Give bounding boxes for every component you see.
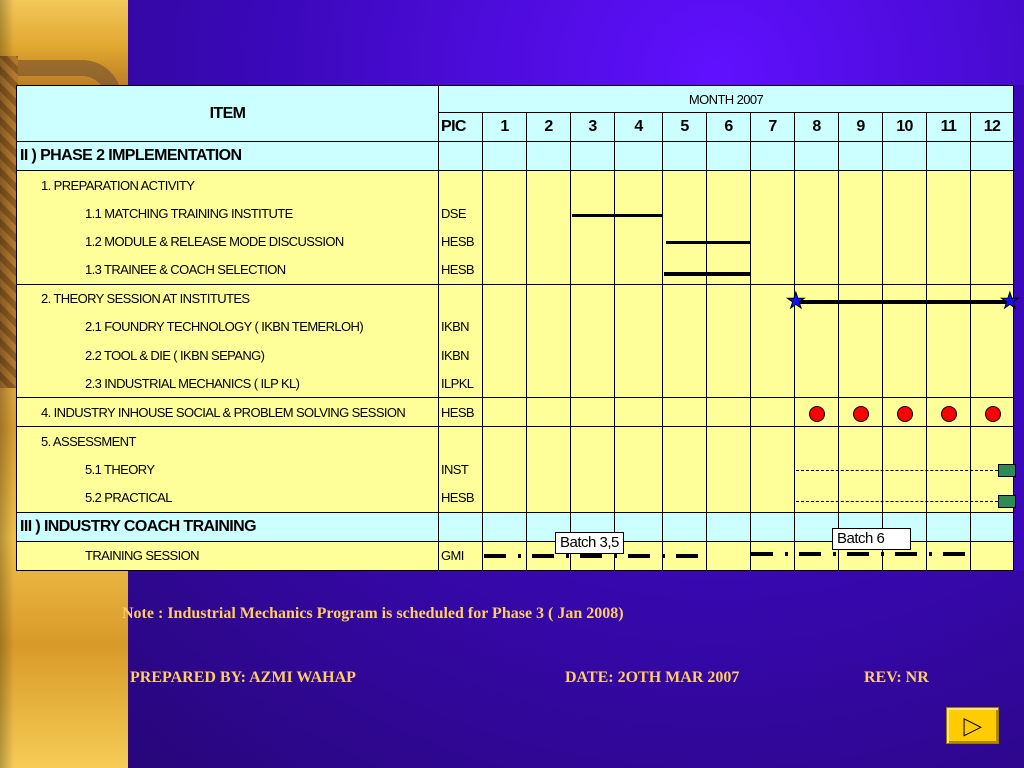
schedule-cell [663,313,707,341]
schedule-cell [483,171,527,200]
schedule-cell [751,171,795,200]
schedule-cell [571,256,615,285]
schedule-cell [971,228,1014,256]
schedule-cell [795,341,839,369]
schedule-cell [971,541,1014,570]
schedule-cell [751,369,795,398]
schedule-cell [615,284,663,313]
item-column-header: ITEM [17,86,439,142]
schedule-cell [795,228,839,256]
schedule-cell [751,455,795,483]
schedule-cell [527,455,571,483]
gantt-schedule-table [16,85,1014,571]
item-label: 5.1 THEORY [17,455,439,483]
revision-label: REV: NR [864,669,929,686]
schedule-cell [927,171,971,200]
schedule-cell [707,427,751,456]
month-header-1: 1 [483,113,527,142]
event-circle-icon [809,406,825,422]
schedule-cell [839,199,883,227]
bar-module-release-discussion [666,241,751,244]
schedule-cell [883,341,927,369]
schedule-cell [971,341,1014,369]
item-label: 1.3 TRAINEE & COACH SELECTION [17,256,439,285]
schedule-cell [527,228,571,256]
table-row [17,341,1014,369]
schedule-cell [751,313,795,341]
schedule-cell [527,171,571,200]
schedule-cell [927,341,971,369]
table-row [17,256,1014,285]
practical-assessment-line [796,501,998,502]
schedule-cell [795,427,839,456]
schedule-cell [527,256,571,285]
schedule-cell [663,256,707,285]
schedule-cell [527,484,571,513]
month-header-9: 9 [839,113,883,142]
schedule-cell [663,199,707,227]
schedule-cell [483,142,527,171]
schedule-cell [883,256,927,285]
event-circle-icon [985,406,1001,422]
schedule-cell [527,142,571,171]
schedule-cell [927,427,971,456]
month-header-7: 7 [751,113,795,142]
schedule-cell [839,142,883,171]
schedule-cell [795,369,839,398]
schedule-cell [883,484,927,513]
schedule-cell [615,313,663,341]
schedule-cell [751,484,795,513]
schedule-cell [795,142,839,171]
schedule-cell [927,484,971,513]
pic-cell: DSE [439,199,483,227]
schedule-cell [483,398,527,427]
schedule-cell [571,228,615,256]
schedule-cell [707,142,751,171]
month-header-6: 6 [707,113,751,142]
item-label: 4. INDUSTRY INHOUSE SOCIAL & PROBLEM SOLVING SESSION [17,398,439,427]
table-row [17,199,1014,227]
schedule-cell [751,256,795,285]
schedule-cell [751,142,795,171]
schedule-cell [971,171,1014,200]
training-session-bar-a [484,554,706,558]
schedule-cell [571,427,615,456]
month-header-4: 4 [615,113,663,142]
milestone-star-icon: ★ [786,288,806,313]
batch-label-b: Batch 6 [832,528,911,550]
schedule-cell [707,284,751,313]
schedule-cell [663,512,707,541]
item-label: TRAINING SESSION [17,541,439,570]
pic-cell [439,171,483,200]
schedule-cell [663,171,707,200]
schedule-cell [663,455,707,483]
schedule-cell [527,341,571,369]
pic-cell [439,512,483,541]
schedule-cell [571,398,615,427]
schedule-cell [971,313,1014,341]
schedule-cell [795,256,839,285]
schedule-cell [615,369,663,398]
theory-assessment-marker [998,464,1016,477]
schedule-cell [795,313,839,341]
pic-cell: HESB [439,256,483,285]
schedule-cell [971,256,1014,285]
pic-cell: HESB [439,398,483,427]
schedule-cell [707,484,751,513]
schedule-cell [883,142,927,171]
month-header: MONTH 2007 [439,86,1014,113]
schedule-cell [663,341,707,369]
schedule-cell [751,341,795,369]
bar-theory-session [797,300,1009,304]
prepared-by: PREPARED BY: AZMI WAHAP [130,669,356,686]
month-header-10: 10 [883,113,927,142]
month-header-12: 12 [971,113,1014,142]
schedule-cell [883,427,927,456]
schedule-cell [971,142,1014,171]
schedule-cell [795,171,839,200]
item-label: 2.3 INDUSTRIAL MECHANICS ( ILP KL) [17,369,439,398]
schedule-cell [615,256,663,285]
schedule-cell [663,284,707,313]
schedule-cell [707,541,751,570]
schedule-cell [483,341,527,369]
schedule-note: Note : Industrial Mechanics Program is scheduled for Phase 3 ( Jan 2008) [122,605,624,622]
pic-cell [439,142,483,171]
schedule-cell [927,369,971,398]
month-header-5: 5 [663,113,707,142]
milestone-star-icon: ★ [1000,288,1020,313]
schedule-cell [971,427,1014,456]
schedule-cell [663,398,707,427]
schedule-cell [707,256,751,285]
schedule-cell [883,171,927,200]
event-circle-icon [853,406,869,422]
schedule-cell [927,142,971,171]
schedule-cell [527,369,571,398]
schedule-cell [795,484,839,513]
schedule-cell [839,369,883,398]
schedule-cell [615,484,663,513]
month-header-3: 3 [571,113,615,142]
schedule-cell [615,228,663,256]
schedule-cell [483,369,527,398]
schedule-cell [751,512,795,541]
schedule-cell [483,484,527,513]
schedule-cell [707,171,751,200]
schedule-cell [483,455,527,483]
schedule-cell [839,284,883,313]
schedule-cell [751,228,795,256]
schedule-cell [571,284,615,313]
schedule-cell [707,398,751,427]
batch-label-a: Batch 3,5 [555,532,624,554]
schedule-cell [707,199,751,227]
schedule-cell [483,313,527,341]
schedule-cell [751,398,795,427]
schedule-cell [527,313,571,341]
schedule-cell [483,199,527,227]
item-label: 5.2 PRACTICAL [17,484,439,513]
schedule-cell [839,313,883,341]
schedule-cell [971,369,1014,398]
pic-cell [439,284,483,313]
table-row [17,284,1014,313]
bar-trainee-coach-selection [664,272,751,276]
pic-cell: HESB [439,484,483,513]
schedule-cell [883,369,927,398]
next-slide-button[interactable] [946,707,999,744]
phase-heading: II ) PHASE 2 IMPLEMENTATION [17,142,439,171]
schedule-cell [971,199,1014,227]
schedule-cell [615,341,663,369]
event-circle-icon [941,406,957,422]
schedule-cell [663,142,707,171]
schedule-cell [483,284,527,313]
pic-cell: IKBN [439,341,483,369]
table-row [17,484,1014,513]
schedule-cell [527,398,571,427]
pic-cell [439,427,483,456]
table-row [17,142,1014,171]
schedule-cell [615,455,663,483]
table-row [17,369,1014,398]
schedule-cell [527,199,571,227]
schedule-cell [707,341,751,369]
schedule-cell [483,512,527,541]
schedule-cell [927,512,971,541]
event-circle-icon [897,406,913,422]
schedule-cell [927,228,971,256]
schedule-cell [483,228,527,256]
theory-assessment-line [796,470,998,471]
pic-column-header: PIC [439,113,483,142]
pic-cell: ILPKL [439,369,483,398]
schedule-cell [615,142,663,171]
date-label: DATE: 2OTH MAR 2007 [565,669,740,686]
play-triangle-icon: ▶ [964,712,981,738]
schedule-cell [707,512,751,541]
schedule-cell [615,398,663,427]
table-row [17,313,1014,341]
schedule-cell [707,369,751,398]
schedule-cell [571,142,615,171]
schedule-cell [883,284,927,313]
schedule-cell [883,313,927,341]
item-label: 1. PREPARATION ACTIVITY [17,171,439,200]
schedule-cell [571,455,615,483]
month-header-8: 8 [795,113,839,142]
item-label: 2. THEORY SESSION AT INSTITUTES [17,284,439,313]
schedule-cell [839,484,883,513]
schedule-cell [663,369,707,398]
schedule-cell [571,341,615,369]
schedule-cell [795,199,839,227]
schedule-cell [751,199,795,227]
schedule-cell [527,427,571,456]
bar-matching-training-institute [572,214,663,217]
schedule-cell [883,199,927,227]
schedule-cell [839,427,883,456]
schedule-cell [927,256,971,285]
item-label: 5. ASSESSMENT [17,427,439,456]
schedule-cell [707,455,751,483]
schedule-cell [927,313,971,341]
schedule-cell [483,427,527,456]
month-header-2: 2 [527,113,571,142]
training-session-bar-b [751,552,971,556]
phase-heading: III ) INDUSTRY COACH TRAINING [17,512,439,541]
schedule-cell [927,284,971,313]
table-row [17,171,1014,200]
schedule-cell [839,341,883,369]
schedule-cell [839,171,883,200]
schedule-cell [663,484,707,513]
schedule-cell [707,313,751,341]
table-row [17,228,1014,256]
schedule-cell [663,427,707,456]
practical-assessment-marker [998,495,1016,508]
table-row [17,427,1014,456]
schedule-cell [571,171,615,200]
schedule-cell [751,427,795,456]
pic-cell: HESB [439,228,483,256]
schedule-cell [971,512,1014,541]
schedule-cell [927,199,971,227]
schedule-cell [883,228,927,256]
item-label: 1.2 MODULE & RELEASE MODE DISCUSSION [17,228,439,256]
pic-cell: INST [439,455,483,483]
item-label: 2.1 FOUNDRY TECHNOLOGY ( IKBN TEMERLOH) [17,313,439,341]
schedule-cell [571,484,615,513]
schedule-cell [527,284,571,313]
schedule-cell [615,171,663,200]
pic-cell: GMI [439,541,483,570]
schedule-cell [615,427,663,456]
item-label: 2.2 TOOL & DIE ( IKBN SEPANG) [17,341,439,369]
schedule-cell [839,256,883,285]
item-label: 1.1 MATCHING TRAINING INSTITUTE [17,199,439,227]
pic-cell: IKBN [439,313,483,341]
schedule-cell [839,228,883,256]
schedule-cell [483,256,527,285]
schedule-cell [571,313,615,341]
month-header-11: 11 [927,113,971,142]
schedule-cell [571,369,615,398]
